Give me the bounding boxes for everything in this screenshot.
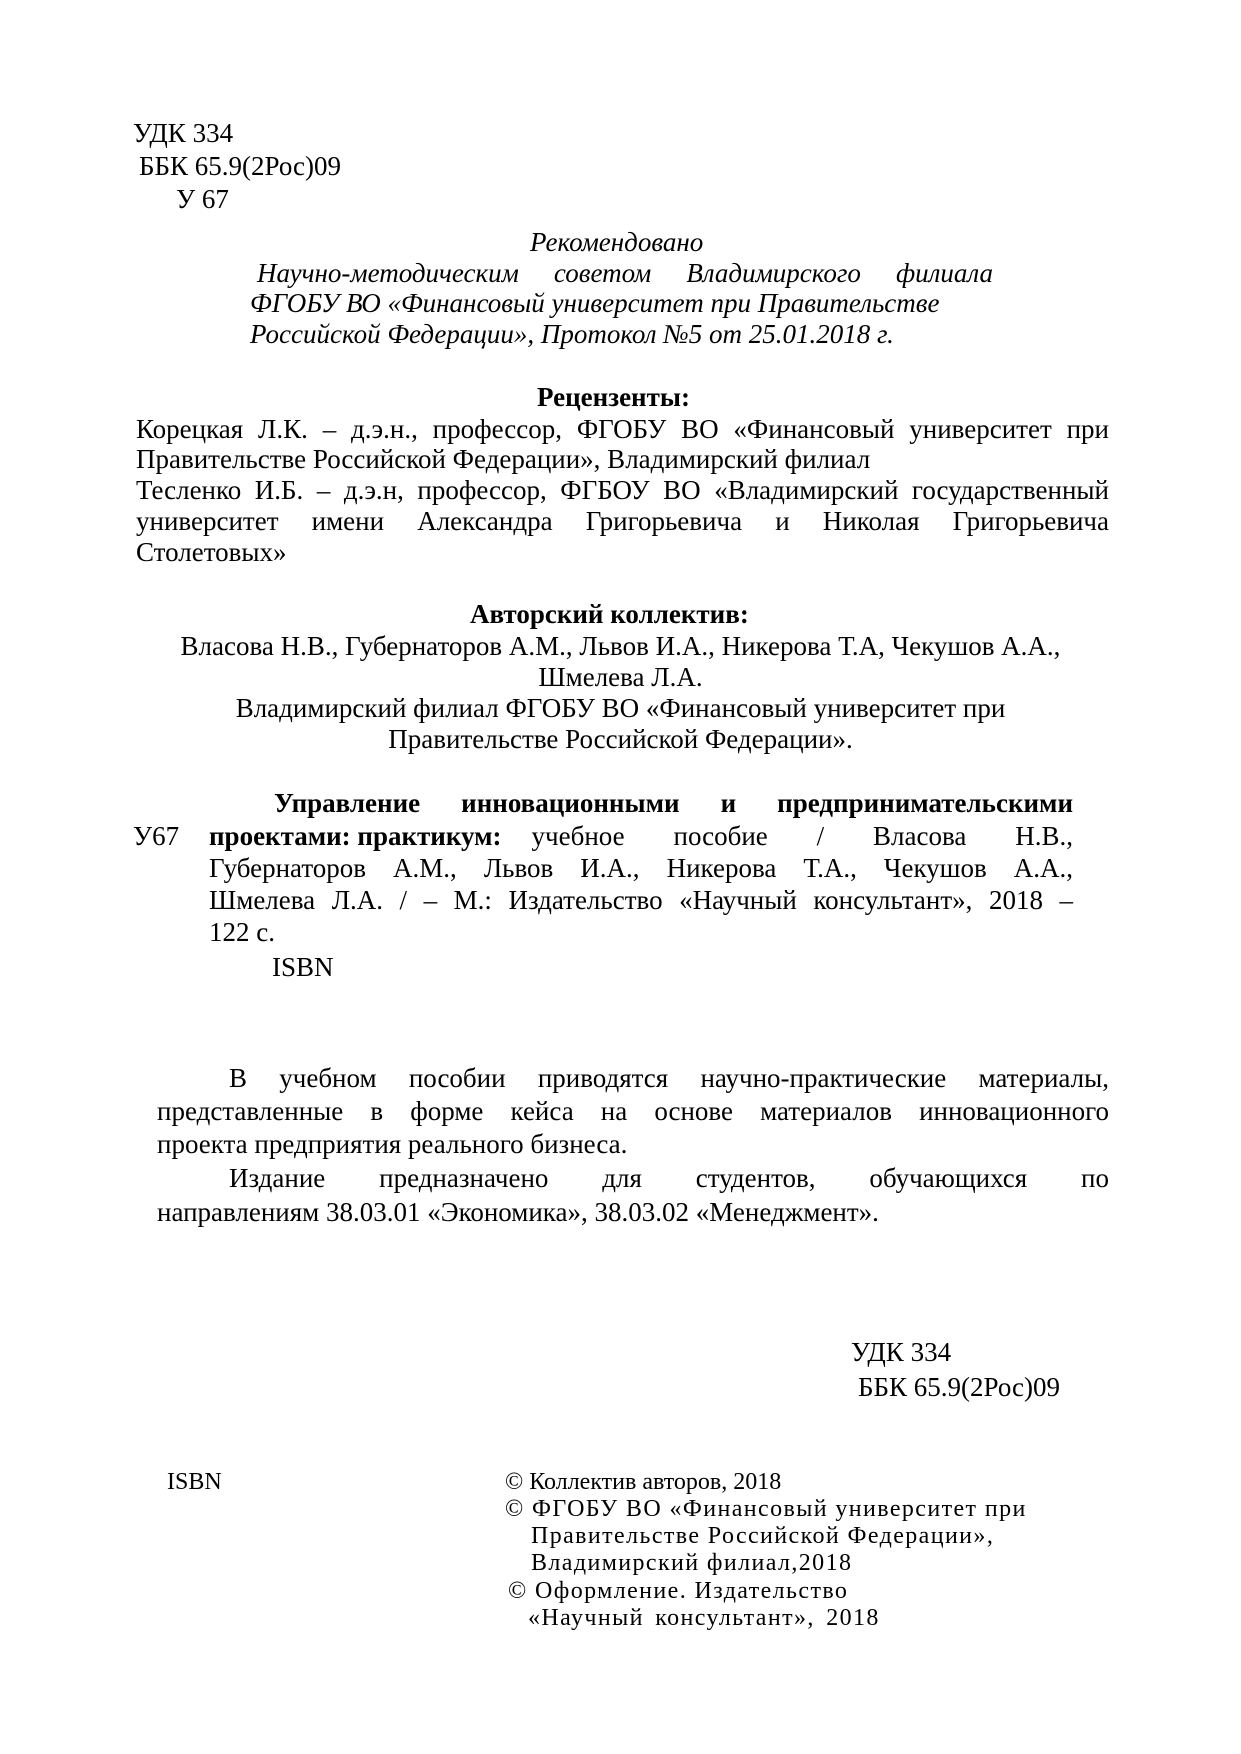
bottom-bbk-code: ББК 65.9(2Рос)09 (858, 1372, 1060, 1402)
copyright-isbn: ISBN (167, 1469, 222, 1495)
bibliography-line: Шмелева Л.А. / – М.: Издательство «Научный консультант», 2018 – (209, 885, 1073, 915)
copyright-university: Владимирский филиал,2018 (531, 1550, 853, 1576)
abstract-line: проекта предприятия реального бизнеса. (157, 1129, 628, 1159)
copyright-design: «Научный консультант», 2018 (528, 1605, 880, 1631)
bibliography-isbn: ISBN (272, 952, 334, 982)
copyright-university: © ФГОБУ ВО «Финансовый университет при (505, 1496, 1027, 1522)
authors-organization: Правительстве Российской Федерации». (388, 724, 853, 754)
bibliography-line (209, 820, 1073, 852)
author-mark-code: У 67 (176, 184, 229, 214)
reviewer-line: университет имени Александра Григорьевича и Николая Григорьевича (136, 506, 1109, 536)
authors-heading: Авторский коллектив: (470, 599, 749, 629)
recommendation-line: Научно-методическим советом Владимирского филиала (257, 258, 993, 288)
recommendation-line: Российской Федерации», Протокол №5 от 25.01.2018 г. (250, 319, 894, 349)
authors-names: Власова Н.В., Губернаторов А.М., Львов И.А., Никерова Т.А, Чекушов А.А., (180, 631, 1061, 661)
recommendation-title: Рекомендовано (530, 227, 704, 257)
abstract-line: представленные в форме кейса на основе материалов инновационного (157, 1096, 1109, 1126)
abstract-line: В учебном пособии приводятся научно-практические материалы, (229, 1063, 1109, 1093)
copyright-university: Правительстве Российской Федерации», (531, 1523, 995, 1549)
copyright-design: © Оформление. Издательство (508, 1578, 849, 1604)
copyright-authors: © Коллектив авторов, 2018 (505, 1469, 782, 1495)
reviewer-line: Столетовых» (136, 537, 287, 567)
abstract-line: направлениям 38.03.01 «Экономика», 38.03.02 «Менеджмент». (157, 1197, 879, 1227)
bibliography-pages: 122 с. (209, 917, 275, 947)
book-title-continued: проектами: практикум: (209, 821, 502, 851)
bottom-udk-code: УДК 334 (851, 1337, 952, 1367)
authors-names: Шмелева Л.А. (538, 662, 703, 692)
bibliography-line: Губернаторов А.М., Львов И.А., Никерова Т.А., Чекушов А.А., (209, 853, 1073, 883)
bibliography-description: учебное пособие / Власова Н.В., (531, 821, 1073, 851)
authors-organization: Владимирский филиал ФГОБУ ВО «Финансовый университет при (235, 693, 1006, 723)
bibliography-code: У67 (133, 821, 180, 851)
reviewer-line: Корецкая Л.К. – д.э.н., профессор, ФГОБУ ВО «Финансовый университет при (136, 414, 1109, 444)
reviewers-heading: Рецензенты: (537, 382, 690, 412)
bbk-code: ББК 65.9(2Рос)09 (139, 151, 341, 181)
reviewer-line: Тесленко И.Б. – д.э.н, профессор, ФГБОУ ВО «Владимирский государственный (136, 475, 1109, 505)
reviewer-line: Правительстве Российской Федерации», Владимирский филиал (136, 444, 871, 474)
abstract-line: Издание предназначено для студентов, обучающихся по (229, 1163, 1109, 1193)
recommendation-line: ФГОБУ ВО «Финансовый университет при Правительстве (250, 288, 940, 318)
udk-code: УДК 334 (133, 118, 234, 148)
book-title: Управление инновационными и предпринимательскими (274, 788, 1073, 818)
